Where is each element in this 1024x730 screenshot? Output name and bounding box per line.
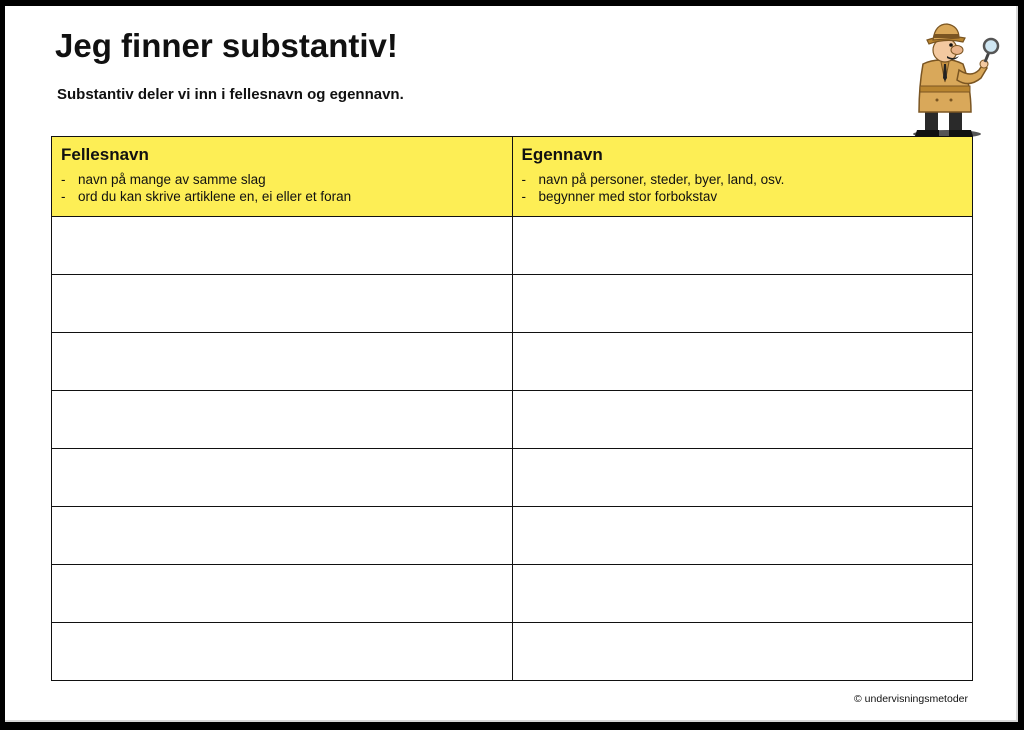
answer-cell[interactable] [52,333,513,391]
answer-cell[interactable] [52,623,513,681]
answer-cell[interactable] [52,217,513,275]
answer-cell[interactable] [52,565,513,623]
table-row [52,391,973,449]
worksheet-page [5,6,1018,722]
rule-item [522,188,963,205]
table-header-row [52,137,973,217]
copyright-text: © undervisningsmetoder [854,693,968,705]
rule-text: navn på mange av samme slag [78,172,266,187]
column-header-egennavn [512,137,973,217]
detective-icon [901,16,1001,138]
answer-cell[interactable] [512,391,973,449]
answer-cell[interactable] [512,507,973,565]
answer-cell[interactable] [512,275,973,333]
answer-cell[interactable] [512,565,973,623]
answer-cell[interactable] [52,449,513,507]
rule-item [61,188,502,205]
table-row [52,275,973,333]
bullet-dash: - [521,189,526,204]
answer-cell[interactable] [512,623,973,681]
column-title: Egennavn [521,145,603,164]
table-row [52,333,973,391]
table-row [52,565,973,623]
answer-cell[interactable] [512,217,973,275]
answer-rows [52,217,973,681]
nouns-table [51,136,973,681]
table-row [52,623,973,681]
table-row [52,449,973,507]
bullet-dash: - [61,172,66,187]
rule-item [522,171,963,188]
column-header-fellesnavn [52,137,513,217]
bullet-dash: - [521,172,526,187]
answer-cell[interactable] [512,333,973,391]
rule-item [61,171,502,188]
answer-cell[interactable] [52,391,513,449]
rule-text: ord du kan skrive artiklene en, ei eller et foran [78,189,352,204]
page-title: Jeg finner substantiv! [55,27,398,64]
rule-text: begynner med stor forbokstav [538,189,718,204]
column-title: Fellesnavn [61,145,149,164]
answer-cell[interactable] [52,507,513,565]
bullet-dash: - [61,189,66,204]
page-subtitle: Substantiv deler vi inn i fellesnavn og egennavn. [57,86,404,103]
answer-cell[interactable] [52,275,513,333]
rule-text: navn på personer, steder, byer, land, osv. [538,172,785,187]
answer-cell[interactable] [512,449,973,507]
table-row [52,217,973,275]
table-row [52,507,973,565]
